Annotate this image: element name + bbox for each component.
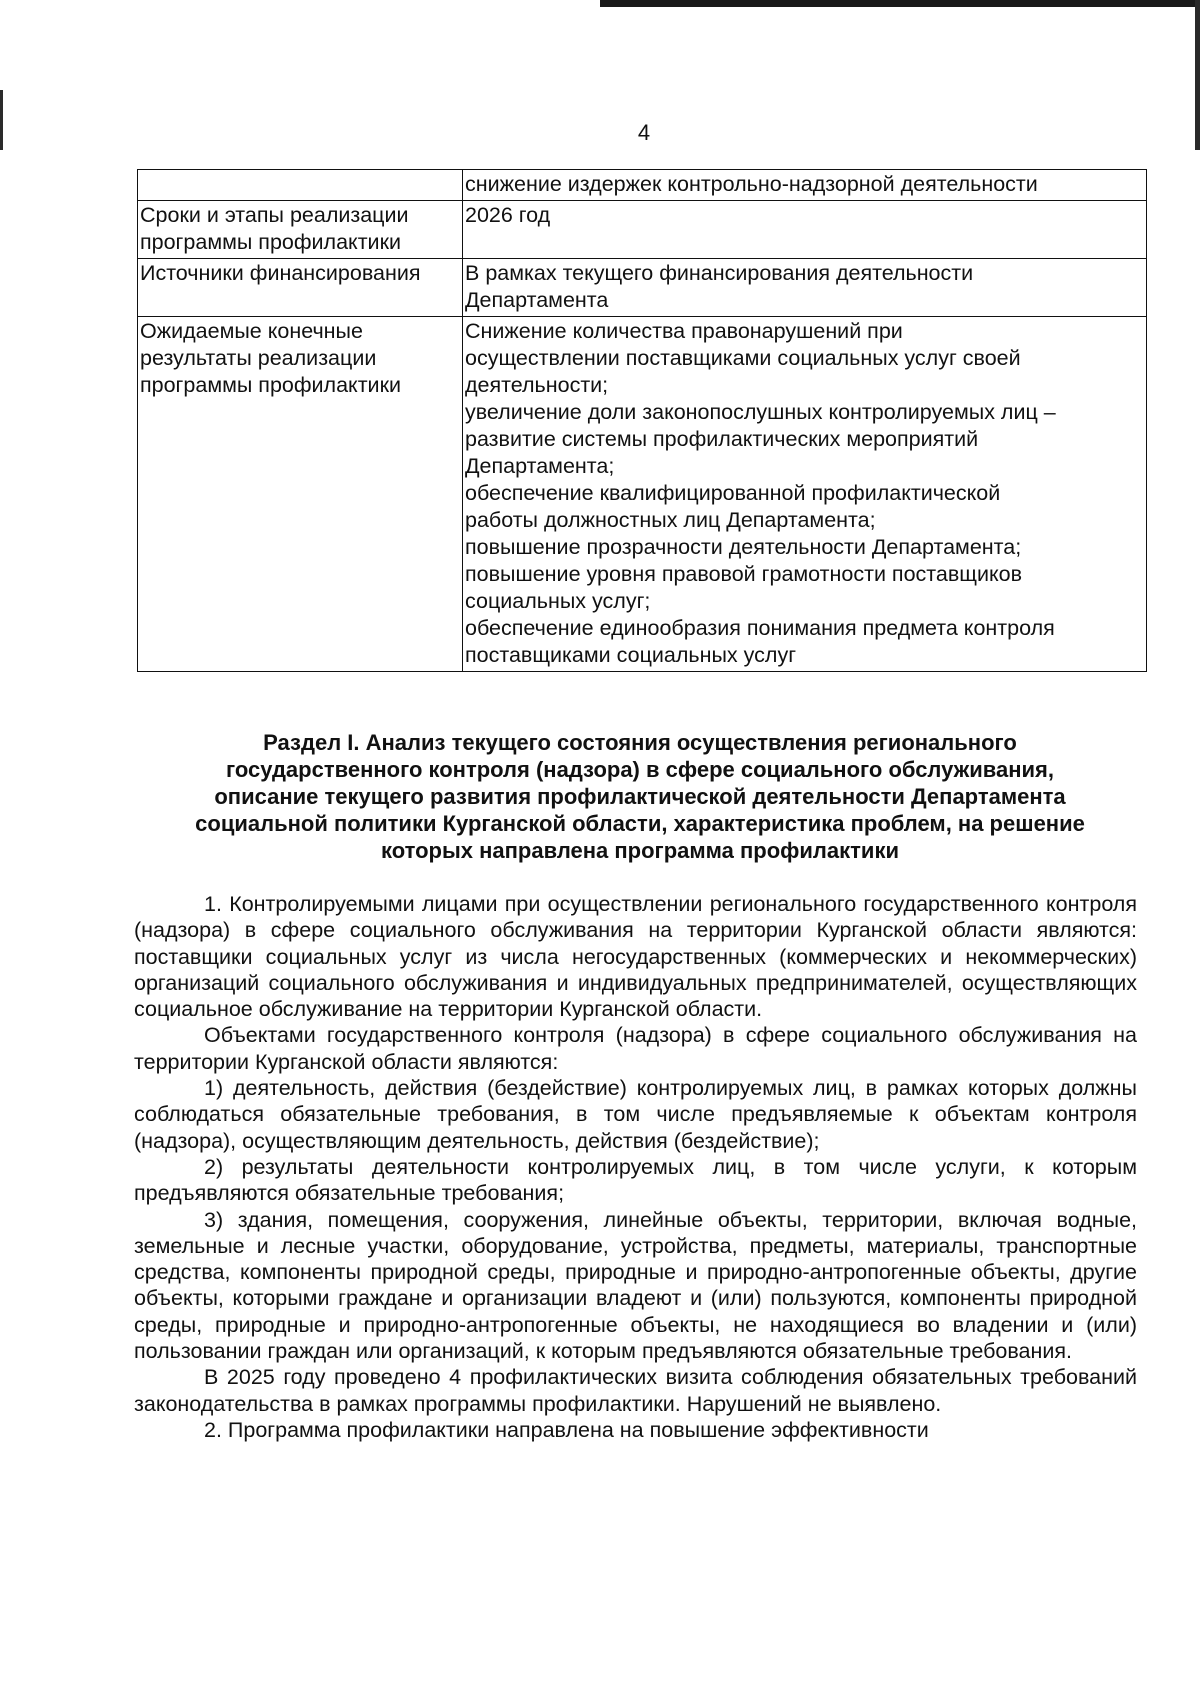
paragraph: В 2025 году проведено 4 профилактических визита соблюдения обязательных требований законодательства в рамках программы профилактики. Нарушений не выявлено. xyxy=(134,1365,1137,1416)
row-value: В рамках текущего финансирования деятельности Департамента xyxy=(463,259,1147,317)
paragraph: 2. Программа профилактики направлена на повышение эффективности xyxy=(204,1417,929,1442)
program-passport-table xyxy=(137,169,1147,672)
table-row xyxy=(138,317,1147,672)
paragraph: 3) здания, помещения, сооружения, линейные объекты, территории, включая водные, земельные и лесные участки, оборудование, устройства, предметы, материалы, транспортные средства, компоненты природной среды, природные и природно-антропогенные объекты, другие объекты, которыми граждане и организации владеют и (или) пользуются, компоненты природной среды, природные и природно-антропогенные объекты, не находящиеся во владении и (или) пользовании граждан или организаций, к которым предъявляются обязательные требования. xyxy=(134,1207,1137,1364)
row-label: Ожидаемые конечные результаты реализации программы профилактики xyxy=(138,317,463,672)
table-row xyxy=(138,201,1147,259)
row-label: Источники финансирования xyxy=(138,259,463,317)
paragraph: 2) результаты деятельности контролируемых лиц, в том числе услуги, к которым предъявляются обязательные требования; xyxy=(134,1154,1137,1206)
section-heading: Раздел I. Анализ текущего состояния осуществления регионального государственного контроля (надзора) в сфере социального обслуживания, описание текущего развития профилактической деятельности Департамента социальной политики Курганской области, характеристика проблем, на решение которых направлена программа профилактики xyxy=(195,730,1085,863)
scan-edge-top xyxy=(600,0,1200,7)
row-label: Сроки и этапы реализации программы профилактики xyxy=(138,201,463,259)
paragraph: 1) деятельность, действия (бездействие) контролируемых лиц, в рамках которых должны соблюдаться обязательные требования, в том числе предъявляемые к объектам контроля (надзора), осуществляющим деятельность, действия (бездействие); xyxy=(134,1076,1137,1153)
table-row xyxy=(138,259,1147,317)
row-value: Снижение количества правонарушений при осуществлении поставщиками социальных услуг своей деятельности; увеличение доли законопослушных контролируемых лиц – развитие системы профилактических мероприятий Департамента; обеспечение квалифицированной профилактической работы должностных лиц Департамента; повышение прозрачности деятельности Департамента; повышение уровня правовой грамотности поставщиков социальных услуг; обеспечение единообразия понимания предмета контроля поставщиками социальных услуг xyxy=(463,317,1147,672)
page-number: 4 xyxy=(637,120,651,145)
section-body xyxy=(134,891,1137,1443)
table-row xyxy=(138,170,1147,201)
paragraph: 1. Контролируемыми лицами при осуществлении регионального государственного контроля (надзора) в сфере социального обслуживания на территории Курганской области являются: поставщики социальных услуг из числа негосударственных (коммерческих и некоммерческих) организаций социального обслуживания и индивидуальных предпринимателей, осуществляющих социальное обслуживание на территории Курганской области. xyxy=(134,892,1137,1022)
row-value: снижение издержек контрольно-надзорной деятельности xyxy=(463,170,1147,201)
paragraph: Объектами государственного контроля (надзора) в сфере социального обслуживания на территории Курганской области являются: xyxy=(134,1023,1137,1074)
row-label xyxy=(138,170,463,201)
row-value: 2026 год xyxy=(463,201,1147,259)
